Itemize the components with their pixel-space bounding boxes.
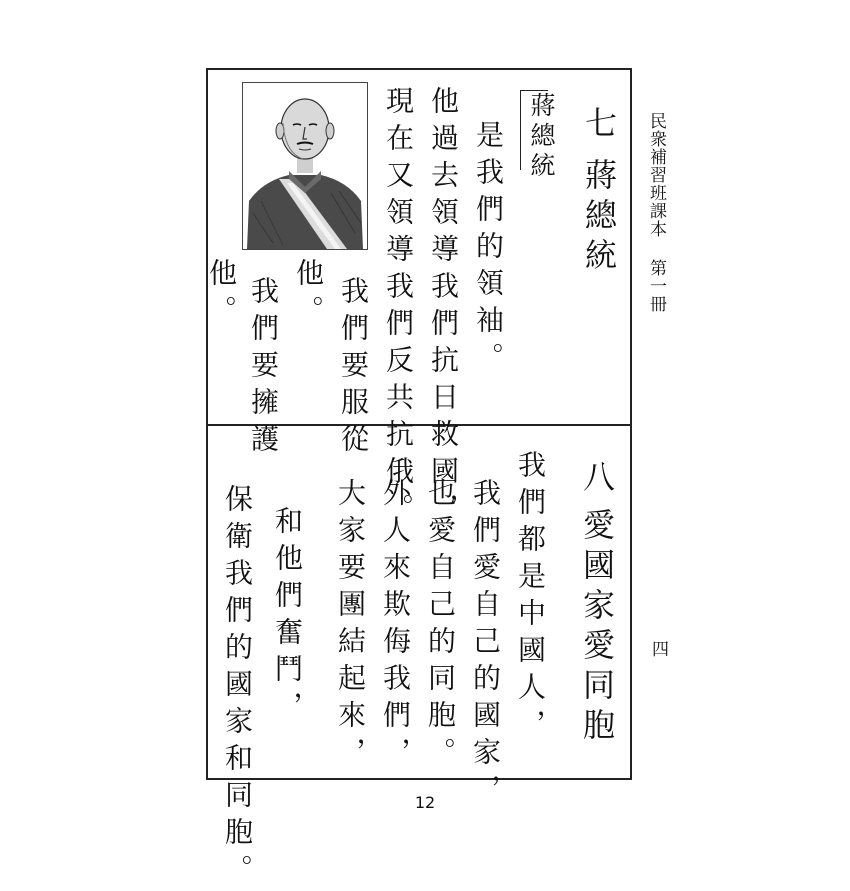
- lesson7-line-6: 我們要擁護: [247, 276, 280, 461]
- lesson7-line-5: 他。: [292, 258, 325, 332]
- lesson7-title: 蔣總統: [580, 158, 618, 278]
- lesson7-line-1: 是我們的領袖。: [472, 120, 505, 379]
- portrait-drawing: [243, 83, 367, 249]
- lesson7-line-2: 他過去領導我們抗日救國，: [427, 86, 460, 530]
- lesson7-number: 七: [580, 106, 618, 146]
- lesson8-line-5: 大家要團結起來，: [334, 478, 367, 774]
- lesson8-line-3: 也愛自己的同胞。: [424, 478, 457, 774]
- lesson7-keyword: 蔣總統: [527, 92, 556, 182]
- lesson8-line-7: 保衛我們的國家和同胞。: [221, 484, 254, 891]
- keyword-box-top: [520, 90, 548, 91]
- running-header-title: 民衆補習班課本 第一冊: [646, 112, 666, 313]
- lesson8-number: 八: [578, 460, 616, 500]
- lesson8-line-4: 外人來欺侮我們，: [379, 478, 412, 774]
- lesson8-title: 愛國家愛同胞: [578, 508, 616, 748]
- page-number: 12: [414, 793, 436, 812]
- lesson7-line-4: 我們要服從: [337, 276, 370, 461]
- lesson7-line-3: 現在又領導我們反共抗俄。: [382, 86, 415, 530]
- lesson8-line-2: 我們愛自己的國家，: [469, 478, 502, 811]
- lesson7-line-7: 他。: [205, 258, 238, 332]
- keyword-box-left: [520, 90, 521, 170]
- portrait-illustration: [242, 82, 368, 250]
- page-number-chinese: 四: [648, 640, 668, 657]
- lesson8-line-6: 和他們奮鬥，: [271, 506, 304, 728]
- lesson8-line-1: 我們都是中國人，: [514, 450, 547, 746]
